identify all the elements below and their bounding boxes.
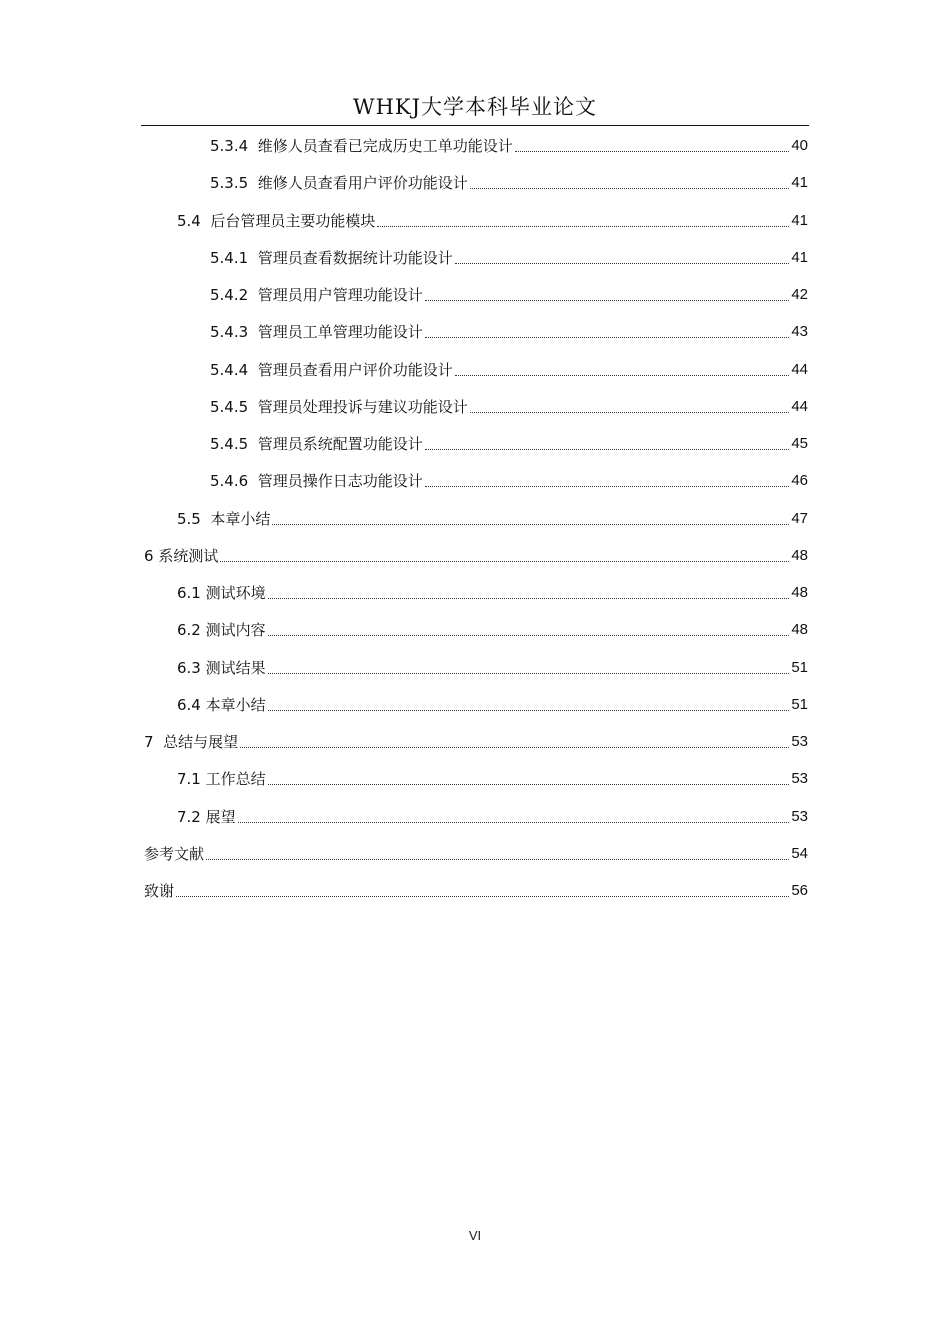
toc-entry-page: 41 — [791, 211, 808, 229]
toc-entry[interactable] — [177, 691, 808, 715]
toc-entry-number: 5.3.5 — [210, 174, 249, 193]
page-number: VI — [468, 1228, 482, 1243]
toc-entry-number: 6.2 — [177, 621, 201, 640]
toc-entry-title: 本章小结 — [205, 695, 266, 714]
toc-entry-page: 48 — [791, 584, 808, 601]
toc-entry[interactable] — [144, 728, 808, 752]
toc-entry-number: 5.4.5 — [210, 397, 249, 416]
toc-dot-leader — [425, 300, 790, 301]
toc-entry-title: 维修人员查看已完成历史工单功能设计 — [257, 137, 513, 155]
toc-entry[interactable] — [144, 840, 808, 864]
toc-entry-number: 6.1 — [177, 584, 201, 602]
toc-dot-leader — [268, 784, 790, 785]
toc-entry-title: 系统测试 — [158, 546, 219, 565]
toc-dot-leader — [455, 375, 790, 376]
toc-dot-leader — [425, 337, 790, 338]
toc-entry-title: 测试内容 — [205, 621, 266, 640]
toc-dot-leader — [220, 561, 789, 562]
toc-entry-separator — [248, 136, 258, 156]
toc-dot-leader — [377, 226, 789, 227]
toc-dot-leader — [206, 859, 789, 860]
toc-dot-leader — [425, 449, 790, 450]
toc-entry-separator — [248, 173, 258, 193]
toc-dot-leader — [455, 263, 790, 264]
toc-dot-leader — [425, 486, 790, 487]
toc-dot-leader — [240, 747, 789, 748]
toc-entry-page: 48 — [791, 546, 808, 564]
toc-entry-page: 47 — [791, 509, 808, 527]
toc-entry-page: 53 — [791, 733, 808, 750]
toc-entry[interactable] — [144, 542, 808, 566]
toc-entry-title: 本章小结 — [210, 509, 271, 528]
toc-entry[interactable] — [177, 765, 808, 789]
toc-dot-leader — [238, 822, 790, 823]
toc-entry-page: 43 — [791, 323, 808, 341]
toc-entry-separator — [248, 285, 258, 305]
toc-entry[interactable] — [177, 207, 808, 231]
toc-entry[interactable] — [177, 579, 808, 603]
toc-entry-title: 参考文献 — [144, 844, 205, 863]
toc-entry-page: 41 — [791, 248, 808, 266]
toc-entry[interactable] — [177, 803, 808, 827]
toc-entry[interactable] — [210, 393, 808, 417]
toc-entry[interactable] — [210, 281, 808, 305]
toc-dot-leader — [268, 598, 790, 599]
toc-dot-leader — [176, 896, 789, 897]
toc-entry-title: 管理员工单管理功能设计 — [257, 323, 423, 342]
toc-entry-number: 5.3.4 — [210, 137, 249, 155]
toc-entry-page: 56 — [791, 882, 808, 899]
toc-dot-leader — [268, 635, 790, 636]
toc-entry-number: 5.4.5 — [210, 435, 249, 453]
toc-entry-title: 致谢 — [144, 882, 175, 900]
header-divider — [141, 125, 809, 126]
toc-entry-separator — [201, 509, 211, 529]
toc-entry-number: 6.4 — [177, 695, 201, 714]
toc-entry-title: 管理员系统配置功能设计 — [257, 435, 423, 453]
toc-entry-number: 5.4.6 — [210, 472, 249, 491]
toc-entry-number: 6 — [144, 546, 154, 565]
toc-entry-page: 44 — [791, 397, 808, 415]
toc-entry-separator — [248, 322, 258, 342]
toc-entry[interactable] — [210, 132, 808, 156]
toc-entry-page: 44 — [791, 360, 808, 378]
toc-entry-title: 测试结果 — [205, 658, 266, 677]
toc-entry[interactable] — [210, 467, 808, 491]
toc-entry-title: 维修人员查看用户评价功能设计 — [257, 174, 468, 193]
page-header-title: WHKJ大学本科毕业论文 — [352, 95, 597, 119]
toc-entry-title: 管理员处理投诉与建议功能设计 — [257, 397, 468, 416]
toc-entry-title: 工作总结 — [205, 770, 266, 789]
toc-entry-title: 管理员操作日志功能设计 — [257, 472, 423, 491]
toc-entry-title: 管理员查看数据统计功能设计 — [257, 248, 453, 267]
toc-entry-page: 54 — [791, 844, 808, 862]
toc-entry-separator — [248, 471, 258, 491]
toc-dot-leader — [515, 151, 790, 152]
toc-entry-page: 40 — [791, 137, 808, 154]
toc-entry-title: 展望 — [205, 807, 236, 826]
toc-entry-number: 5.4.3 — [210, 323, 249, 342]
toc-dot-leader — [268, 673, 790, 674]
toc-entry-title: 测试环境 — [205, 584, 266, 602]
toc-entry-title: 管理员用户管理功能设计 — [257, 286, 423, 304]
toc-entry-title: 总结与展望 — [163, 733, 239, 751]
toc-entry-title: 后台管理员主要功能模块 — [210, 211, 376, 230]
toc-entry-number: 5.4.1 — [210, 248, 249, 267]
toc-entry-separator — [248, 434, 258, 454]
toc-entry-page: 51 — [791, 658, 808, 676]
toc-entry[interactable] — [210, 318, 808, 342]
toc-entry-number: 5.4 — [177, 211, 201, 230]
toc-dot-leader — [268, 710, 790, 711]
toc-entry[interactable] — [210, 244, 808, 268]
toc-entry-page: 41 — [791, 174, 808, 192]
toc-dot-leader — [272, 524, 789, 525]
toc-entry[interactable] — [144, 877, 808, 901]
toc-entry[interactable] — [210, 430, 808, 454]
toc-entry-page: 51 — [791, 695, 808, 713]
toc-entry-page: 46 — [791, 472, 808, 490]
toc-entry-separator — [154, 732, 164, 752]
toc-entry-number: 5.4.4 — [210, 360, 249, 379]
toc-entry[interactable] — [210, 356, 808, 380]
toc-entry-number: 7.2 — [177, 807, 201, 826]
toc-entry-title: 管理员查看用户评价功能设计 — [257, 360, 453, 379]
toc-entry-number: 5.4.2 — [210, 286, 249, 304]
toc-entry-separator — [248, 248, 258, 268]
toc-entry-separator — [248, 360, 258, 380]
toc-dot-leader — [470, 412, 790, 413]
toc-entry-separator — [248, 397, 258, 417]
toc-entry-page: 45 — [791, 435, 808, 452]
toc-entry-number: 5.5 — [177, 509, 201, 528]
toc-entry[interactable] — [177, 616, 808, 640]
toc-entry-number: 7 — [144, 733, 154, 751]
toc-dot-leader — [470, 188, 790, 189]
toc-entry[interactable] — [210, 169, 808, 193]
toc-entry-page: 42 — [791, 286, 808, 303]
toc-entry-page: 53 — [791, 807, 808, 825]
toc-entry-page: 53 — [791, 770, 808, 788]
toc-entry-number: 7.1 — [177, 770, 201, 789]
toc-entry[interactable] — [177, 654, 808, 678]
toc-entry-separator — [201, 211, 211, 231]
toc-entry-page: 48 — [791, 621, 808, 639]
toc-entry-number: 6.3 — [177, 658, 201, 677]
toc-entry[interactable] — [177, 505, 808, 529]
